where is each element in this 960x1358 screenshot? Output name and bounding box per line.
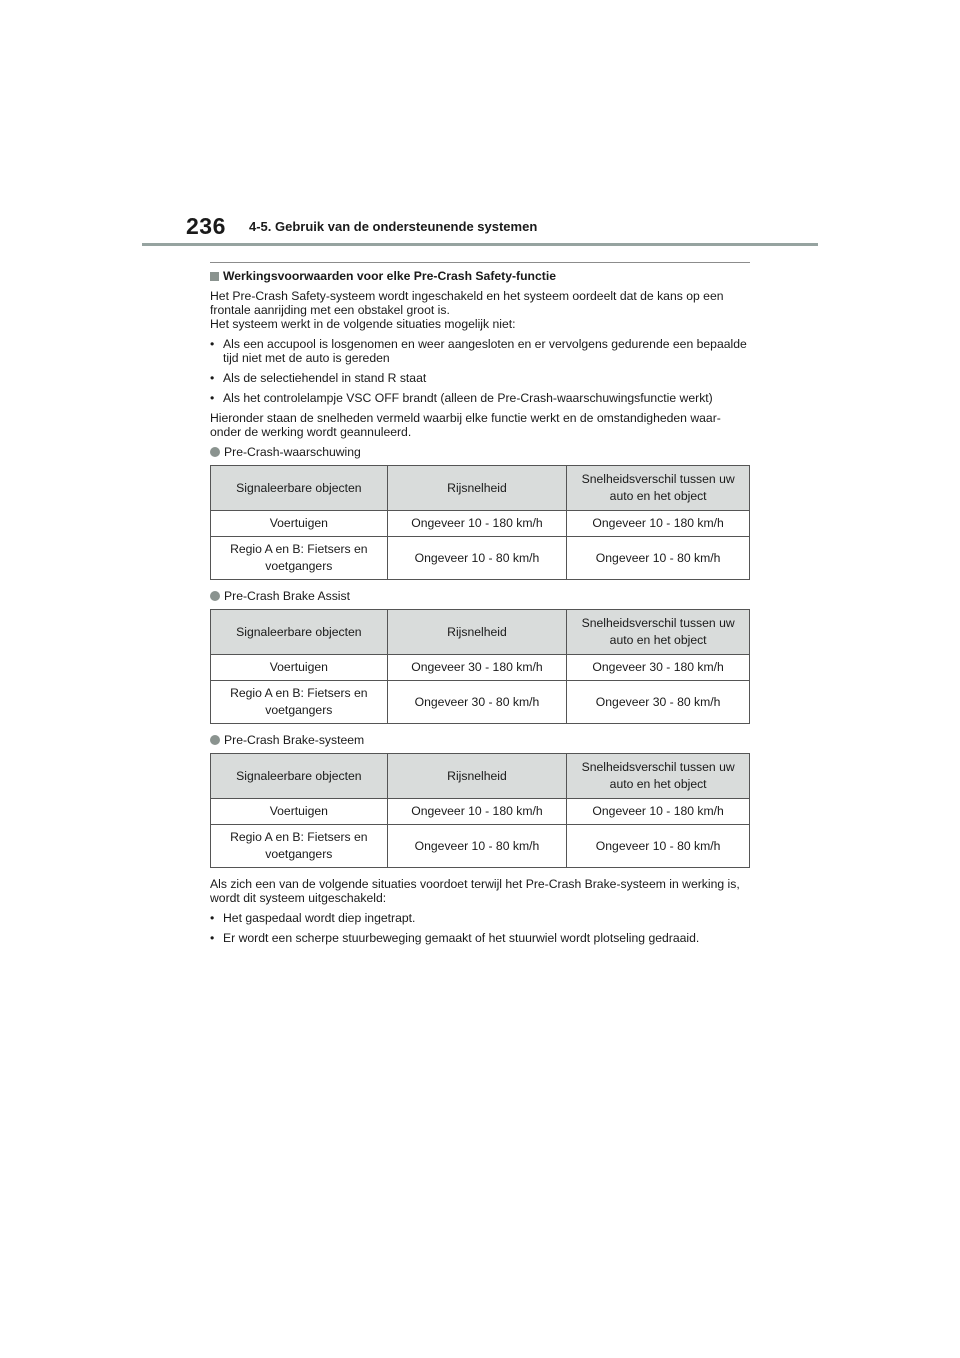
- function-heading-brake-system: [210, 733, 750, 747]
- table-header-cell: Rijsnelheid: [387, 754, 567, 799]
- table-cell: Ongeveer 10 - 80 km/h: [567, 825, 750, 868]
- cancel-condition-text: Er wordt een scherpe stuurbeweging gemaakt of het stuurwiel wordt plotseling gedraaid.: [223, 931, 700, 945]
- table-header-cell: Signaleerbare objecten: [211, 466, 388, 511]
- chapter-title: 4-5. Gebruik van de ondersteunende systemen: [249, 219, 538, 234]
- cancel-condition-item: [210, 911, 750, 925]
- page-content: [210, 262, 750, 951]
- table-header-row: [211, 754, 750, 799]
- table-header-cell: Snelheidsverschil tussen uw auto en het object: [567, 610, 750, 655]
- bullet-dot-icon: •: [210, 911, 215, 925]
- table-cell: Ongeveer 10 - 180 km/h: [567, 511, 750, 537]
- circle-bullet-icon: [210, 735, 220, 745]
- table-header-cell: Signaleerbare objecten: [211, 754, 388, 799]
- function-heading-text: Pre-Crash Brake-systeem: [224, 733, 365, 747]
- table-row: [211, 537, 750, 580]
- square-bullet-icon: [210, 272, 219, 281]
- condition-list-item: [210, 337, 750, 365]
- table-cell: Ongeveer 10 - 80 km/h: [567, 537, 750, 580]
- table-cell: Regio A en B: Fietsers en voetgangers: [211, 681, 388, 724]
- table-cell: Ongeveer 10 - 180 km/h: [387, 511, 567, 537]
- section-heading-text: Werkingsvoorwaarden voor elke Pre-Crash Safety-functie: [223, 269, 557, 283]
- table-cell: Ongeveer 30 - 180 km/h: [387, 655, 567, 681]
- table-cell: Ongeveer 10 - 80 km/h: [387, 537, 567, 580]
- intro-paragraph-2: Het systeem werkt in de volgende situaties mogelijk niet:: [210, 317, 516, 331]
- function-heading-text: Pre-Crash-waarschuwing: [224, 445, 361, 459]
- speed-table-brake-system: [210, 753, 750, 868]
- speeds-intro-paragraph: Hieronder staan de snelheden vermeld waarbij elke functie werkt en de omstandigheden waar- onder de werking wordt geannuleerd.: [210, 411, 721, 439]
- page-number: 236: [186, 213, 226, 239]
- closing-paragraph: Als zich een van de volgende situaties voordoet terwijl het Pre-Crash Brake-systeem in werking is, wordt dit systeem uitgeschakeld:: [210, 877, 740, 905]
- function-heading-brake-assist: [210, 589, 750, 603]
- table-row: [211, 655, 750, 681]
- table-header-row: [211, 466, 750, 511]
- header-rule: [142, 243, 818, 246]
- table-cell: Voertuigen: [211, 511, 388, 537]
- cancel-condition-item: [210, 931, 750, 945]
- table-cell: Ongeveer 30 - 180 km/h: [567, 655, 750, 681]
- table-header-cell: Rijsnelheid: [387, 610, 567, 655]
- bullet-dot-icon: •: [210, 337, 215, 351]
- table-cell: Regio A en B: Fietsers en voetgangers: [211, 825, 388, 868]
- condition-list-item: [210, 391, 750, 405]
- table-row: [211, 799, 750, 825]
- table-cell: Voertuigen: [211, 655, 388, 681]
- function-heading-warning: [210, 445, 750, 459]
- speed-table-brake-assist: [210, 609, 750, 724]
- condition-text: Als een accupool is losgenomen en weer aangesloten en er vervolgens gedurende een bepaalde tijd niet met de auto is gereden: [223, 337, 747, 365]
- table-cell: Voertuigen: [211, 799, 388, 825]
- condition-list-item: [210, 371, 750, 385]
- section-divider: [210, 262, 750, 263]
- function-heading-text: Pre-Crash Brake Assist: [224, 589, 350, 603]
- condition-text: Als het controlelampje VSC OFF brandt (alleen de Pre-Crash-waarschuwingsfunctie werkt): [223, 391, 713, 405]
- table-row: [211, 511, 750, 537]
- bullet-dot-icon: •: [210, 371, 215, 385]
- bullet-dot-icon: •: [210, 391, 215, 405]
- table-cell: Ongeveer 10 - 80 km/h: [387, 825, 567, 868]
- table-row: [211, 681, 750, 724]
- page-header: [0, 0, 960, 250]
- table-header-cell: Signaleerbare objecten: [211, 610, 388, 655]
- section-heading: [210, 269, 750, 283]
- condition-text: Als de selectiehendel in stand R staat: [223, 371, 427, 385]
- table-cell: Ongeveer 10 - 180 km/h: [567, 799, 750, 825]
- table-cell: Ongeveer 30 - 80 km/h: [567, 681, 750, 724]
- table-header-cell: Snelheidsverschil tussen uw auto en het object: [567, 754, 750, 799]
- table-cell: Ongeveer 30 - 80 km/h: [387, 681, 567, 724]
- table-header-cell: Snelheidsverschil tussen uw auto en het object: [567, 466, 750, 511]
- speed-table-warning: [210, 465, 750, 580]
- bullet-dot-icon: •: [210, 931, 215, 945]
- table-cell: Ongeveer 10 - 180 km/h: [387, 799, 567, 825]
- table-header-cell: Rijsnelheid: [387, 466, 567, 511]
- table-row: [211, 825, 750, 868]
- circle-bullet-icon: [210, 591, 220, 601]
- table-cell: Regio A en B: Fietsers en voetgangers: [211, 537, 388, 580]
- circle-bullet-icon: [210, 447, 220, 457]
- cancel-condition-text: Het gaspedaal wordt diep ingetrapt.: [223, 911, 416, 925]
- intro-paragraph-1: Het Pre-Crash Safety-systeem wordt ingeschakeld en het systeem oordeelt dat de kans op een frontale aanrijding met een obstakel groot is.: [210, 289, 724, 317]
- table-header-row: [211, 610, 750, 655]
